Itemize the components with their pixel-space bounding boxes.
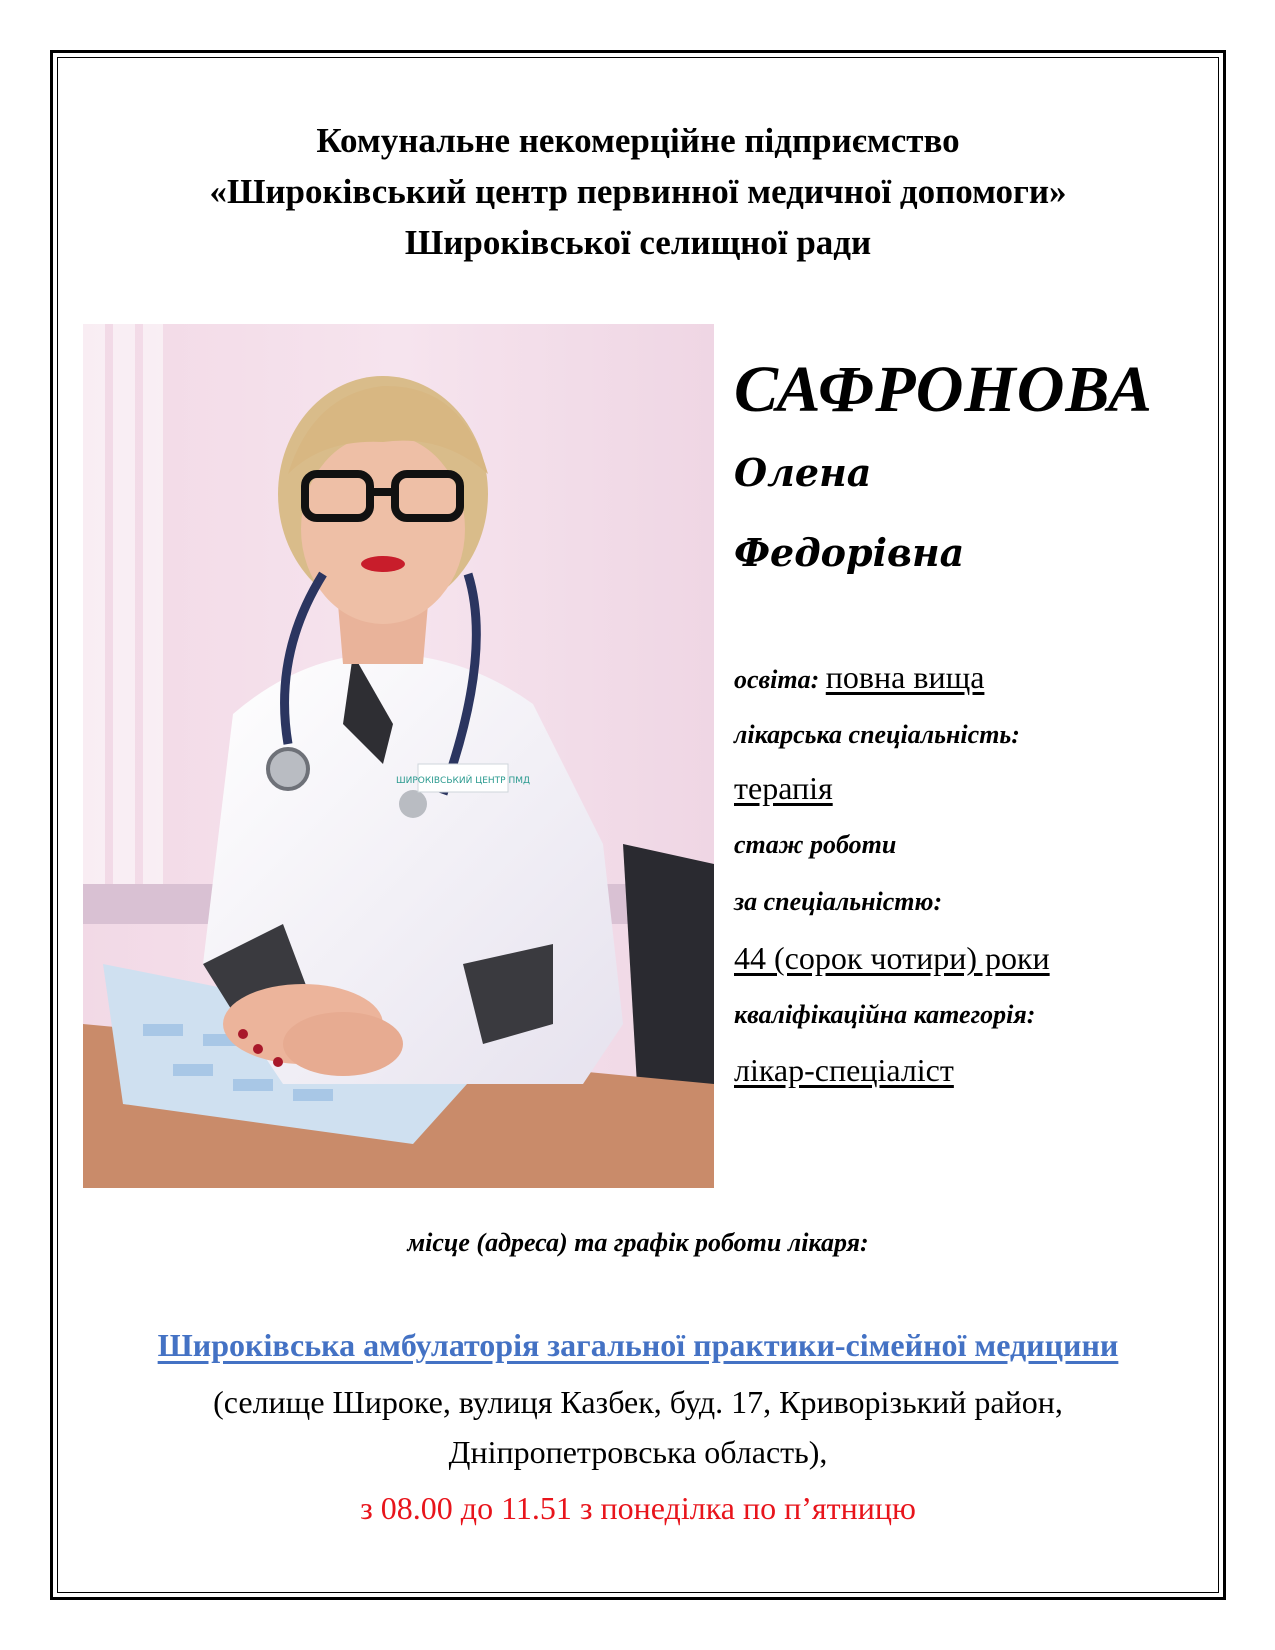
working-hours: з 08.00 до 11.51 з понеділка по п’ятницю <box>360 1490 916 1526</box>
organization-header <box>60 115 1216 268</box>
specialty-value: терапія <box>734 770 833 806</box>
address-line-1: (селище Широке, вулиця Казбек, буд. 17, Криворізький район, <box>213 1384 1063 1420</box>
header-line-2: «Широківський центр первинної медичної допомоги» <box>209 172 1067 211</box>
doctor-surname: САФРОНОВА <box>734 353 1153 426</box>
education-value: повна вища <box>825 659 985 695</box>
doctor-first-name: Олена <box>734 450 872 495</box>
coat-badge: ШИРОКІВСЬКИЙ ЦЕНТР ПМД <box>395 776 531 786</box>
header-line-1: Комунальне некомерційне підприємство <box>316 121 960 160</box>
header-line-3: Широківської селищної ради <box>404 223 872 262</box>
workplace-label: місце (адреса) та графік роботи лікаря: <box>407 1228 869 1257</box>
doctor-photo <box>83 324 714 1188</box>
category-label: кваліфікаційна категорія: <box>734 1000 1036 1029</box>
address-line-2: Дніпропетровська область), <box>448 1434 828 1470</box>
category-value: лікар-спеціаліст <box>734 1052 954 1088</box>
experience-label-line-2: за спеціальністю: <box>734 887 943 916</box>
clinic-link[interactable]: Широківська амбулаторія загальної практики-сімейної медицини <box>157 1327 1119 1363</box>
experience-value: 44 (сорок чотири) роки <box>734 940 1050 976</box>
education-row <box>734 660 984 697</box>
education-label: освіта: <box>734 665 820 694</box>
specialty-label: лікарська спеціальність: <box>734 720 1020 749</box>
experience-label-line-1: стаж роботи <box>734 830 897 859</box>
doctor-patronymic: Федорівна <box>734 530 965 575</box>
